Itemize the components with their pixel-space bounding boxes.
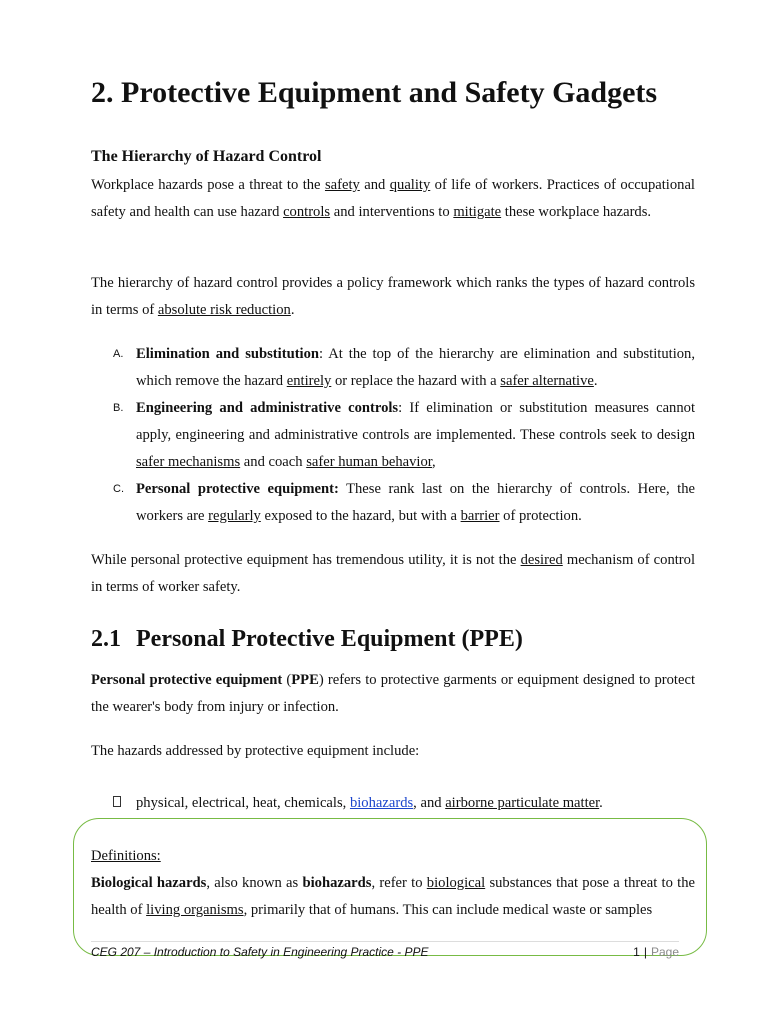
ppe-paragraph-1: Personal protective equipment (PPE) refers to protective garments or equipment designed to protect the wearer's body from injury or infection. [91,672,695,715]
link-safer-alternative[interactable]: safer alternative [500,373,594,389]
link-living-organisms[interactable]: living organisms [146,902,244,918]
link-quality[interactable]: quality [389,177,431,193]
hierarchy-heading: The Hierarchy of Hazard Control [91,148,322,165]
hazard-control-list [91,341,695,530]
list-marker: C. [113,483,124,495]
link-airborne-particulate-matter[interactable]: airborne particulate matter [445,795,600,811]
definitions-content: Definitions: Biological hazards, also known as biohazards, refer to biological substances that pose a threat to the health of living organisms, primarily that of humans. This can include medical waste or samples [91,848,696,918]
ppe-heading [91,623,523,655]
hazard-bullet-item: physical, electrical, heat, chemicals, biohazards, and airborne particulate matter. [91,790,695,817]
hierarchy-paragraph-3: While personal protective equipment has tremendous utility, it is not the desired mechanism of control in terms of worker safety. [91,552,696,595]
link-safer-mechanisms[interactable]: safer mechanisms [136,454,241,470]
link-safety[interactable]: safety [324,177,360,193]
list-item-engineering: B. Engineering and administrative controls: If elimination or substitution measures cannot apply, engineering and administrative controls are implemented. These controls seek to design safer mechanisms and coach safer human behavior, [91,395,695,476]
bullet-box-icon [113,796,121,807]
chapter-heading: 2. Protective Equipment and Safety Gadgets [91,76,658,109]
section-title: Personal Protective Equipment (PPE) [136,626,523,652]
link-barrier[interactable]: barrier [460,508,500,524]
list-marker: A. [113,348,124,360]
footer-page-indicator [633,942,679,962]
footer-separator: | [643,945,647,959]
list-marker: B. [113,402,124,414]
link-biohazards[interactable]: biohazards [349,795,414,811]
link-mitigate[interactable]: mitigate [453,204,502,220]
page-number: 1 [633,945,640,959]
definitions-title: Definitions: [91,848,161,864]
link-biological[interactable]: biological [426,875,486,891]
link-controls[interactable]: controls [283,204,331,220]
page-footer [91,941,679,962]
ppe-paragraph-2: The hazards addressed by protective equipment include: [91,743,420,759]
section-number: 2.1 [91,626,121,652]
link-desired[interactable]: desired [520,552,563,568]
list-item-elimination: A. Elimination and substitution: At the top of the hierarchy are elimination and substitution, which remove the hazard entirely or replace the hazard with a safer alternative. [91,341,695,395]
link-absolute-risk-reduction[interactable]: absolute risk reduction [157,302,291,318]
list-item-ppe: C. Personal protective equipment: These rank last on the hierarchy of controls. Here, the workers are regularly exposed to the hazard, but with a barrier of protection. [91,476,695,530]
hierarchy-paragraph-2: The hierarchy of hazard control provides a policy framework which ranks the types of hazard controls in terms of absolute risk reduction. [91,275,695,318]
link-safer-human-behavior[interactable]: safer human behavior [306,454,433,470]
page-label: Page [650,945,679,959]
link-entirely[interactable]: entirely [286,373,332,389]
link-regularly[interactable]: regularly [208,508,261,524]
footer-course-title: CEG 207 – Introduction to Safety in Engineering Practice - PPE [91,945,429,959]
hierarchy-paragraph-1: Workplace hazards pose a threat to the safety and quality of life of workers. Practices of occupational safety and health can use hazard controls and interventions to mitigate these workplace hazards. [91,177,695,220]
